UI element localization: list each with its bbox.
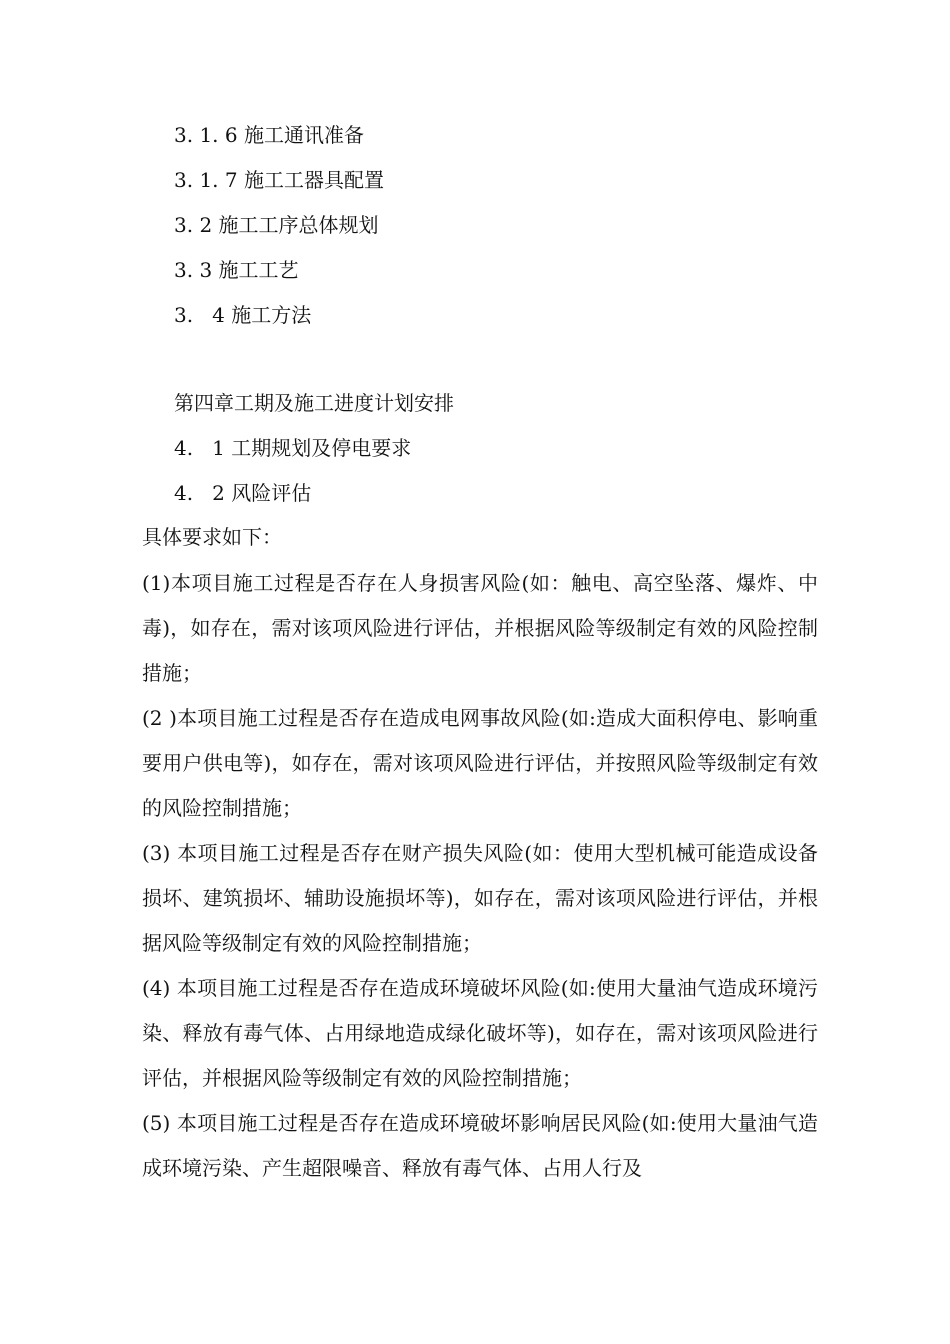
requirements-intro: 具体要求如下： bbox=[142, 525, 282, 549]
toc-item-3-1-7: 3. 1. 7 施工工器具配置 bbox=[174, 168, 384, 192]
toc-item-4-1: 4. 1 工期规划及停电要求 bbox=[174, 436, 412, 460]
requirement-paragraph-5: (5) 本项目施工过程是否存在造成环境破坏影响居民风险(如:使用大量油气造成环境污染、产生超限噪音、释放有毒气体、占用人行及 bbox=[142, 1111, 818, 1180]
requirement-paragraph-1: (1)本项目施工过程是否存在人身损害风险(如：触电、高空坠落、爆炸、中毒)，如存在，需对该项风险进行评估，并根据风险等级制定有效的风险控制措施； bbox=[142, 571, 818, 685]
toc-item-3-1-6: 3. 1. 6 施工通讯准备 bbox=[174, 123, 364, 147]
toc-item-3-3: 3. 3 施工工艺 bbox=[174, 258, 299, 282]
toc-item-3-4: 3. 4 施工方法 bbox=[174, 303, 312, 327]
toc-item-3-2: 3. 2 施工工序总体规划 bbox=[174, 213, 379, 237]
toc-item-4-2: 4. 2 风险评估 bbox=[174, 481, 312, 505]
requirement-paragraph-4: (4) 本项目施工过程是否存在造成环境破坏风险(如:使用大量油气造成环境污染、释放有毒气体、占用绿地造成绿化破坏等)，如存在，需对该项风险进行评估，并根据风险等级制定有效的风险控制措施； bbox=[142, 976, 818, 1090]
chapter-4-heading: 第四章工期及施工进度计划安排 bbox=[174, 391, 454, 415]
requirement-paragraph-3: (3) 本项目施工过程是否存在财产损失风险(如：使用大型机械可能造成设备损坏、建筑损坏、辅助设施损坏等)，如存在，需对该项风险进行评估，并根据风险等级制定有效的风险控制措施； bbox=[142, 841, 818, 955]
requirement-paragraph-2: (2 )本项目施工过程是否存在造成电网事故风险(如:造成大面积停电、影响重要用户供电等)，如存在，需对该项风险进行评估，并按照风险等级制定有效的风险控制措施； bbox=[142, 706, 818, 820]
